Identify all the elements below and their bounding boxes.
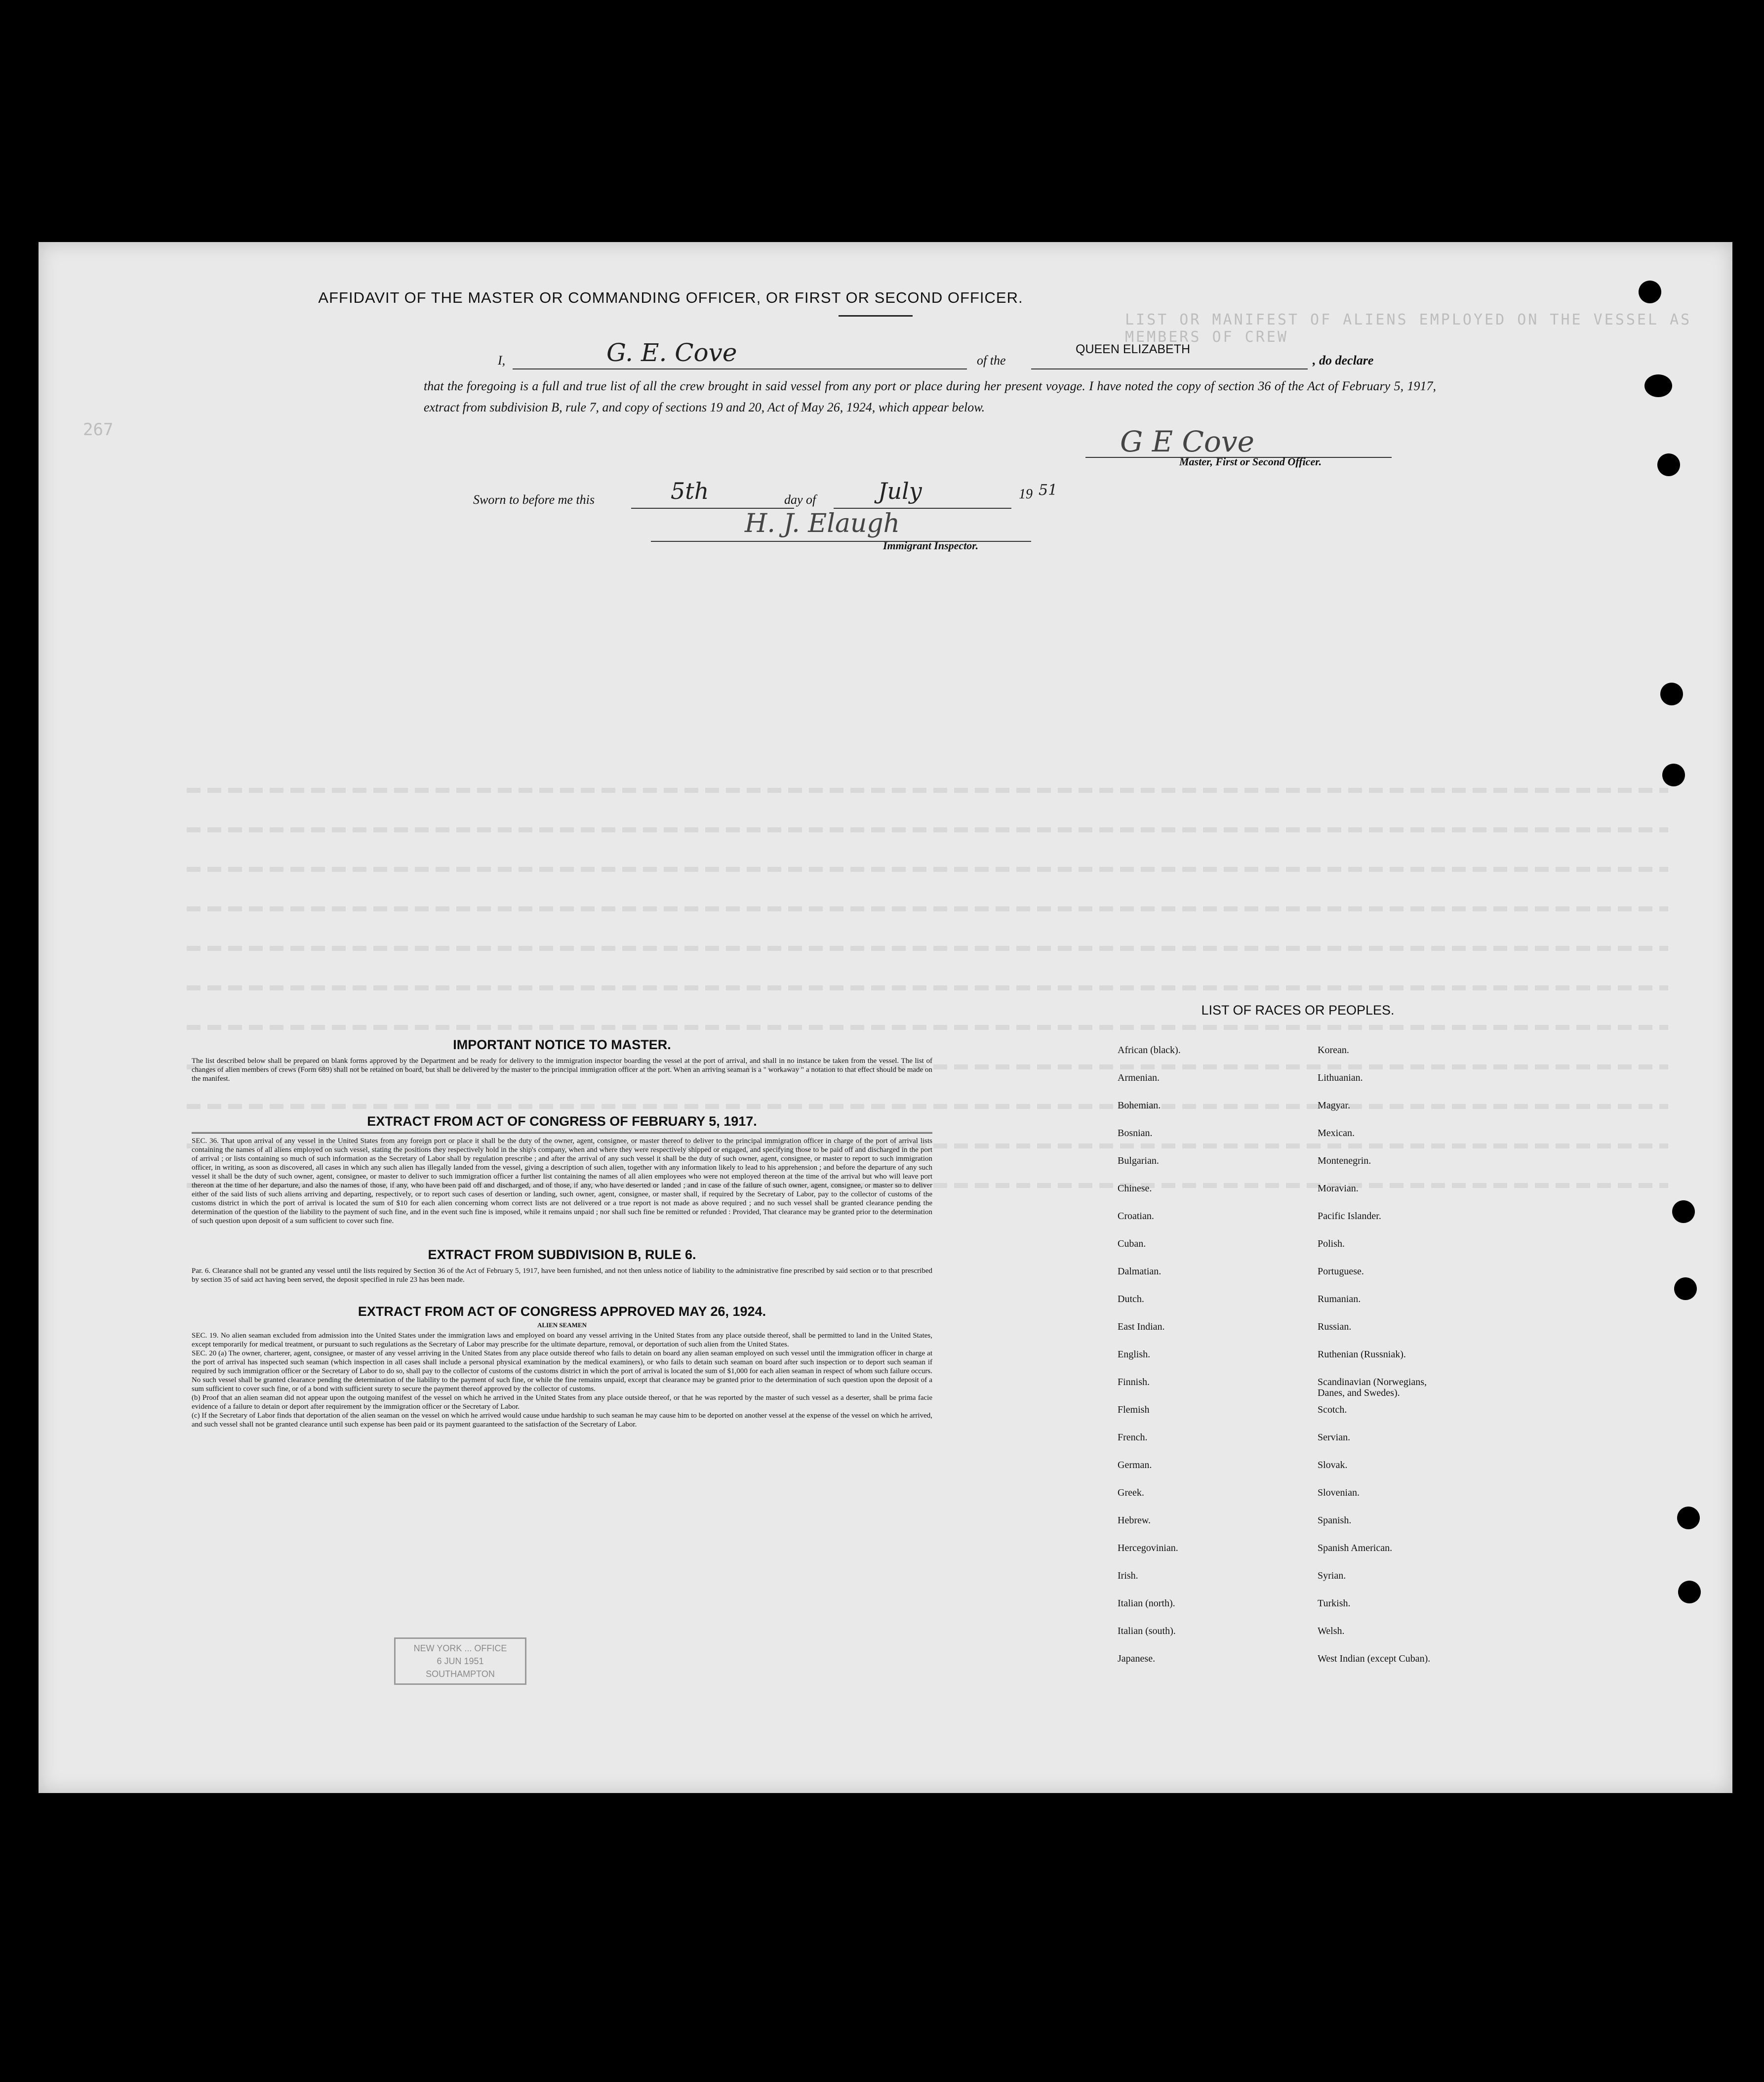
master-name-handwritten: G. E. Cove	[606, 338, 737, 367]
sworn-month-line	[834, 494, 1011, 509]
race-item: Hercegovinian.	[1118, 1543, 1178, 1553]
inspector-signature: H. J. Elaugh	[745, 509, 900, 538]
race-item: Turkish.	[1318, 1598, 1351, 1609]
vessel-name-line	[1031, 355, 1308, 369]
sworn-month: July	[878, 478, 922, 504]
race-item: Polish.	[1318, 1238, 1345, 1249]
binder-hole	[1678, 1581, 1701, 1603]
stamp-line-2: 6 JUN 1951	[437, 1656, 484, 1666]
act-1917-text: SEC. 36. That upon arrival of any vessel in the United States from any foreign port or place it shall be the duty of the owner, agent, consignee, or master thereof to deliver to the principal immigration officer in charge of the port of arrival lists containing the names of all aliens employed on such vessel, stating the positions they respectively hold in the ship's company, when and where they were respectively shipped or engaged, and specifying those to be paid off and discharged in the port of arrival ; or lists containing so much of such information as the Secretary of Labor shall by regulation prescribe ; and after the arrival of any such vessel it shall be the duty of such owner, agent, consignee, or master to report to such immigration officer, in writing, as soon as discovered, all cases in which any such alien has illegally landed from the vessel, giving a description of such alien, together with any information likely to lead to his apprehension ; and before the departure of any such vessel it shall be the duty of such owner, agent, consignee, or master to deliver to such immigration officer a further list containing the names of all alien employees who were not employed thereon at the time of the arrival but who will leave port thereon at the time of her departure, and also the names of those, if any, who have been paid off and discharged, and of those, if any, who have deserted or landed ; and in case of the failure of such owner, agent, consignee, or master so to deliver either of the said lists of such aliens arriving and departing, respectively, or to report such cases of desertion or landing, such owner, agent, consignee, or master shall, if required by the Secretary of Labor, pay to the collector of customs of the customs district in which the port of arrival is located the sum of $10 for each alien concerning whom correct lists are not delivered or a true report is not made as above required ; and no such vessel shall be granted clearance pending the determination of the question of the liability to the payment of such fine, and in the event such fine is imposed, while it remains unpaid ; nor shall such fine be remitted or refunded : Provided, That clearance may be granted prior to the determination of such question upon deposit of a sum sufficient to cover such fine.	[192, 1137, 932, 1225]
race-item: Cuban.	[1118, 1238, 1146, 1249]
race-item: Montenegrin.	[1318, 1155, 1371, 1166]
bleed-through-header: LIST OR MANIFEST OF ALIENS EMPLOYED ON THE VESSEL AS MEMBERS OF CREW	[1125, 311, 1692, 346]
race-item: Irish.	[1118, 1570, 1138, 1581]
act-1924-sec20b: (b) Proof that an alien seaman did not appear upon the outgoing manifest of the vessel on which he arrived in the United States from any place outside thereof, or that he was reported by the master of such vessel as a deserter, shall be prima facie evidence of a failure to detain or deport after requirement by the immigration officer or the Secretary of Labor.	[192, 1394, 932, 1411]
race-item: Bulgarian.	[1118, 1155, 1159, 1166]
sworn-day: 5th	[671, 478, 709, 504]
subdivision-text: Par. 6. Clearance shall not be granted any vessel until the lists required by Section 36 of the Act of February 5, 1917, have been furnished, and not then unless notice of liability to the administrative fine prescribed by said section or to that prescribed by section 35 of said act having been served, the deposit specified in rule 23 has been made.	[192, 1267, 932, 1284]
race-item: Moravian.	[1318, 1183, 1359, 1194]
race-item: Bohemian.	[1118, 1100, 1161, 1111]
race-item: Bosnian.	[1118, 1128, 1153, 1139]
act-1924-sec19: SEC. 19. No alien seaman excluded from admission into the United States under the immigration laws and employed on board any vessel arriving in the United States from any place outside thereof, shall be permitted to land in the United States, except temporarily for medical treatment, or pursuant to such regulations as the Secretary of Labor may prescribe for the ultimate departure, removal, or deportation of such alien from the United States.	[192, 1332, 932, 1348]
race-item: Croatian.	[1118, 1211, 1154, 1222]
binder-hole	[1677, 1507, 1700, 1529]
race-item: Rumanian.	[1318, 1294, 1361, 1305]
race-item: Hebrew.	[1118, 1515, 1151, 1526]
subdivision-title: EXTRACT FROM SUBDIVISION B, RULE 6.	[428, 1247, 696, 1262]
race-item: Dalmatian.	[1118, 1266, 1162, 1277]
race-item: Dutch.	[1118, 1294, 1144, 1305]
act-1924-title: EXTRACT FROM ACT OF CONGRESS APPROVED MAY 26, 1924.	[358, 1304, 766, 1319]
race-item: Armenian.	[1118, 1072, 1160, 1083]
race-item: Ruthenian (Russniak).	[1318, 1349, 1406, 1360]
sworn-day-line	[631, 494, 794, 509]
year-prefix: 19	[1019, 487, 1033, 502]
binder-hole	[1672, 1200, 1695, 1223]
act-1917-title: EXTRACT FROM ACT OF CONGRESS OF FEBRUARY 5, 1917.	[367, 1114, 757, 1129]
binder-hole	[1644, 374, 1672, 397]
affidavit-title: AFFIDAVIT OF THE MASTER OR COMMANDING OFFICER, OR FIRST OR SECOND OFFICER.	[318, 289, 1023, 306]
race-item: African (black).	[1118, 1045, 1181, 1056]
race-item: English.	[1118, 1349, 1151, 1360]
act-1924-sec20a: SEC. 20 (a) The owner, charterer, agent, consignee, or master of any vessel arriving in the United States from any place outside thereof who fails to detain on board any alien seaman employed on such vessel until the immigration officer in charge at the port of arrival has inspected such seaman (which inspection in all cases shall include a personal physical examination by the medical examiners), or who fails to detain such seaman on board after such inspection or to deport such seaman if required by such immigration officer or the Secretary of Labor to do so, shall pay to the collector of customs of the customs district in which the port of arrival is located the sum of $1,000 for each alien seaman in respect of whom such failure occurs. No such vessel shall be granted clearance pending the determination of the liability to the payment of such fine, or while the fine remains unpaid, except that clearance may be granted prior to the determination of such question upon the deposit of a sum sufficient to cover such fine, or of a bond with sufficient surety to secure the payment thereof approved by the collector of customs.	[192, 1349, 932, 1393]
race-item: Slovak.	[1318, 1460, 1348, 1470]
race-item: Slovenian.	[1318, 1487, 1360, 1498]
office-stamp	[394, 1637, 526, 1685]
legal-text-column	[192, 1037, 932, 1429]
race-item: French.	[1118, 1432, 1148, 1443]
race-item: Spanish.	[1318, 1515, 1352, 1526]
binder-hole	[1662, 764, 1685, 786]
race-item: Portuguese.	[1318, 1266, 1364, 1277]
race-item: Syrian.	[1318, 1570, 1346, 1581]
race-item: Korean.	[1318, 1045, 1349, 1056]
race-item: Mexican.	[1318, 1128, 1355, 1139]
race-item: Italian (south).	[1118, 1626, 1176, 1636]
race-item: German.	[1118, 1460, 1152, 1470]
binder-hole	[1639, 281, 1661, 303]
binder-hole	[1674, 1277, 1697, 1300]
master-name-line	[513, 355, 967, 369]
inspector-caption: Immigrant Inspector.	[883, 539, 979, 552]
races-title: LIST OF RACES OR PEOPLES.	[1201, 1003, 1395, 1018]
sworn-label: Sworn to before me this	[473, 492, 595, 507]
race-item: East Indian.	[1118, 1321, 1165, 1332]
race-item: Flemish	[1118, 1404, 1150, 1415]
master-signature: G E Cove	[1120, 425, 1254, 458]
race-item: West Indian (except Cuban).	[1318, 1653, 1431, 1664]
race-item: Japanese.	[1118, 1653, 1156, 1664]
vessel-name: QUEEN ELIZABETH	[1076, 342, 1190, 356]
stamp-line-1: NEW YORK ... OFFICE	[413, 1643, 507, 1653]
binder-hole	[1660, 683, 1683, 705]
year-suffix: 51	[1039, 482, 1058, 499]
race-item: Greek.	[1118, 1487, 1144, 1498]
race-item: Spanish American.	[1318, 1543, 1393, 1553]
i-label: I,	[498, 353, 506, 367]
act-1924-subtitle: ALIEN SEAMEN	[537, 1321, 587, 1329]
day-of-label: day of	[784, 492, 816, 507]
race-item: Scandinavian (Norwegians, Danes, and Swedes).	[1318, 1377, 1427, 1398]
race-item: Finnish.	[1118, 1377, 1150, 1388]
title-underline	[839, 315, 913, 317]
master-caption: Master, First or Second Officer.	[1179, 455, 1322, 468]
race-item: Lithuanian.	[1318, 1072, 1363, 1083]
notice-title: IMPORTANT NOTICE TO MASTER.	[453, 1037, 671, 1052]
race-item: Servian.	[1318, 1432, 1351, 1443]
race-item: Pacific Islander.	[1318, 1211, 1381, 1222]
side-number: 267	[83, 420, 114, 440]
race-item: Scotch.	[1318, 1404, 1347, 1415]
race-item: Welsh.	[1318, 1626, 1345, 1636]
section-rule	[192, 1132, 932, 1134]
binder-hole	[1657, 453, 1680, 476]
race-item: Chinese.	[1118, 1183, 1152, 1194]
do-declare-label: , do declare	[1313, 353, 1374, 367]
race-item: Italian (north).	[1118, 1598, 1175, 1609]
race-item: Magyar.	[1318, 1100, 1351, 1111]
declaration-text: that the foregoing is a full and true list of all the crew brought in said vessel from any port or place during her present voyage. I have noted the copy of section 36 of the Act of February 5, 1917, extract from subdivision B, rule 7, and copy of sections 19 and 20, Act of May 26, 1924, which appear below.	[424, 379, 1436, 414]
of-the-label: of the	[977, 353, 1006, 367]
stamp-line-3: SOUTHAMPTON	[426, 1669, 495, 1679]
notice-text: The list described below shall be prepared on blank forms approved by the Department and be ready for delivery to the immigration inspector boarding the vessel at the port of arrival, and shall in no instance be taken from the vessel. The list of changes of alien members of crews (Form 689) shall not be retained on board, but shall be delivered by the master to the principal immigration officer at the port. When an arriving seaman is a " workaway " a notation to that effect should be made on the manifest.	[192, 1057, 932, 1083]
race-item: Russian.	[1318, 1321, 1352, 1332]
act-1924-sec20c: (c) If the Secretary of Labor finds that deportation of the alien seaman on the vessel on which he arrived would cause undue hardship to such seaman he may cause him to be deported on another vessel at the expense of the vessel on which he arrived, and such vessel shall not be granted clearance until such expense has been paid or its payment guaranteed to the satisfaction of the Secretary of Labor.	[192, 1412, 932, 1429]
document-page	[39, 242, 1732, 1793]
